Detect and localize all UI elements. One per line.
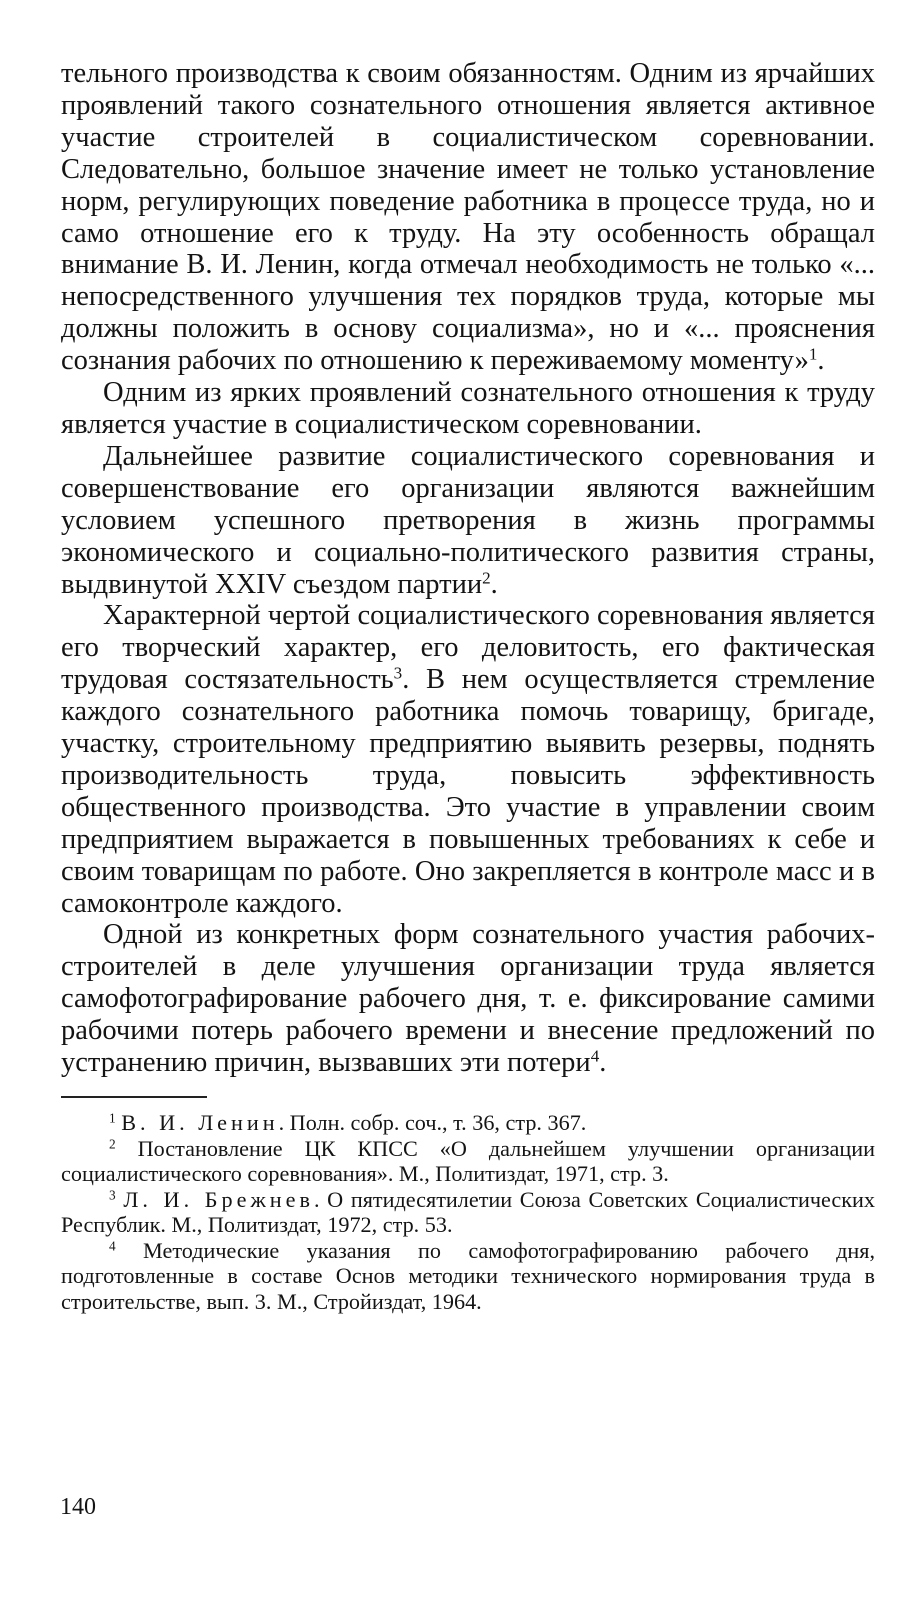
footnote-marker: 3	[109, 1187, 116, 1203]
footnote-ref: 2	[482, 568, 491, 588]
footnote-divider	[61, 1096, 207, 1098]
text-run: . В нем осуществляется стремление каждого сознательного работника помочь товарищу, бригаде, участку, строительному предприятию выявить резервы, поднять производительность труда, повысить эффективность общественного производства. Это участие в управлении своим предприятием выражается в повышенных требованиях к себе и своим товарищам по работе. Оно закрепляется в контроле масс и в самоконтроле каждого.	[61, 664, 875, 919]
text-run: .	[490, 568, 498, 600]
text-run: Одним из ярких проявлений сознательного отношения к труду является участие в социалистическом соревновании.	[61, 377, 875, 440]
text-run: .	[599, 1047, 607, 1079]
footnote-marker: 1	[109, 1110, 116, 1126]
footnote	[61, 1238, 875, 1315]
citation-text: Методические указания по самофотографированию рабочего дня, подготовленные в составе Основ методики технического нормирования труда в строительстве, вып. 3. М., Стройиздат, 1964.	[61, 1237, 876, 1314]
footnote-marker: 2	[109, 1136, 116, 1152]
page-number: 140	[60, 1494, 96, 1520]
paragraph	[61, 919, 875, 1079]
paragraph	[61, 441, 875, 601]
text-run: Одной из конкретных форм сознательного участия рабочих-строителей в деле улучшения организации труда является самофотографирование рабочего дня, т. е. фиксирование самими рабочими потерь рабочего времени и внесение предложений по устранению причин, вызвавших эти потери	[61, 919, 875, 1079]
footnote	[61, 1187, 875, 1238]
citation-text: . Полн. собр. соч., т. 36, стр. 367.	[278, 1110, 587, 1135]
text-run: Характерной чертой социалистического соревнования является его творческий характер, его деловитость, его фактическая трудовая состязательность	[61, 600, 875, 696]
citation-text: Постановление ЦК КПСС «О дальнейшем улучшении организации социалистического соревнования». М., Политиздат, 1971, стр. 3.	[61, 1135, 875, 1186]
footnote	[61, 1136, 875, 1187]
footnote-ref: 4	[590, 1046, 600, 1066]
footnote-ref: 1	[808, 344, 818, 364]
text-run: .	[817, 345, 825, 377]
author-name: Л. И. Брежнев	[123, 1186, 314, 1212]
paragraph	[61, 58, 875, 377]
main-text	[61, 58, 875, 1079]
paragraph	[61, 377, 875, 441]
page-content	[61, 58, 875, 1314]
author-name: В. И. Ленин	[121, 1110, 279, 1135]
footnote-ref: 3	[393, 663, 403, 683]
text-run: Дальнейшее развитие социалистического соревнования и совершенствование его организации являются важнейшим условием успешного претворения в жизнь программы экономического и социально-политического развития страны, выдвинутой XXIV съездом партии	[61, 440, 875, 600]
footnotes	[61, 1110, 875, 1314]
footnote	[61, 1110, 875, 1136]
text-run: тельного производства к своим обязанностям. Одним из ярчайших проявлений такого сознательного отношения является активное участие строителей в социалистическом соревновании. Следовательно, большое значение имеет не только установление норм, регулирующих поведение работника в процессе труда, но и само отношение его к труду. На эту особенность обращал внимание В. И. Ленин, когда отмечал необходимость не только «... непосредственного улучшения тех порядков труда, которые мы должны положить в основу социализма», но и «... прояснения сознания рабочих по отношению к переживаемому моменту»	[61, 58, 875, 377]
footnote-marker: 4	[109, 1238, 116, 1254]
paragraph	[61, 600, 875, 919]
citation-text: . О пятидесятилетии Союза Советских Социалистических Республик. М., Политиздат, 1972, стр. 53.	[61, 1186, 876, 1237]
